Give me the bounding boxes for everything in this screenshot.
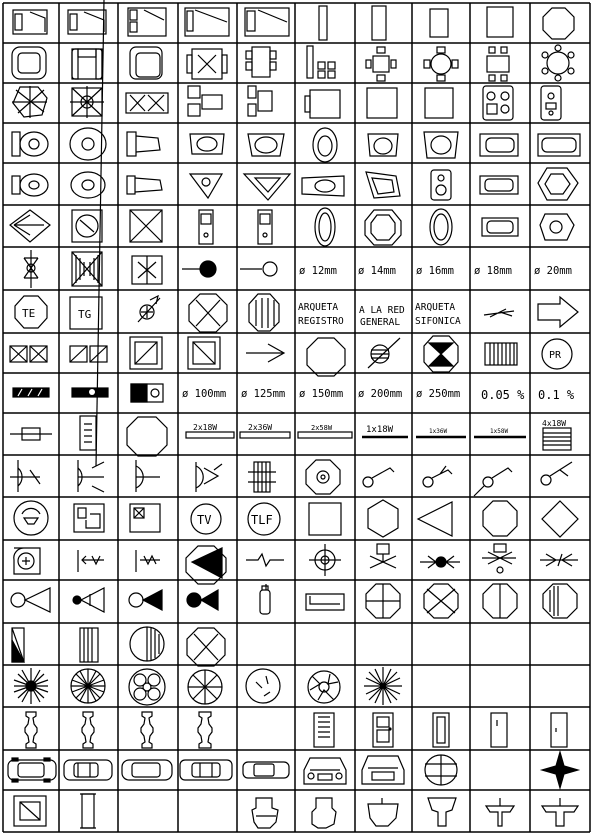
intercom-symbol [74,504,104,532]
loudspeaker-symbol [186,546,226,584]
row-beds [13,6,574,40]
dining-table-symbol [366,47,396,81]
washbasin-symbol [424,132,458,158]
tree-dense-symbol [71,669,105,703]
baluster-symbol [82,712,94,748]
grease-trap-symbol [249,294,279,331]
diameter-100mm: ø 100mm [182,388,227,400]
window-plan-symbol [14,796,46,826]
thermostat-symbol [78,550,104,572]
socket-phone-symbol [136,460,160,492]
panel-square-symbol [188,337,220,369]
toilet-symbol [70,128,106,160]
table-square-symbol [487,7,513,37]
stop-valve-symbol [240,262,277,276]
bidet-symbol [12,174,48,196]
check-valve-symbol [132,256,162,284]
toilet-symbol [12,132,48,156]
lamp-1x58w-label: 1x58W [490,428,509,435]
corner-bath-symbol [540,214,574,240]
gate-valve-symbol [72,252,102,286]
car-front-symbol [304,758,346,784]
meter-symbol [131,384,163,402]
dining-table-round-6-symbol [542,45,574,81]
shower-symbol [72,210,102,242]
octagon-cross-symbol [187,628,225,666]
octagon-symbol [307,338,345,376]
diameter-20mm: ø 20mm [534,265,572,277]
valve-symbol [482,544,516,573]
tree-leafy-symbol [308,671,340,703]
washbasin-symbol [248,134,284,156]
triangle-symbol [418,502,452,536]
diameter-200mm: ø 200mm [358,388,403,400]
shower-corner-symbol [10,210,50,242]
car-top-symbol [122,760,172,780]
row-switches [10,0,572,496]
angle-valve-symbol [540,554,578,566]
row-seating [12,45,574,81]
appliance-symbol [367,88,397,118]
lamp-4x18w-label: 4x18W [542,419,567,428]
washbasin-symbol [368,134,398,156]
switch-double-symbol [423,466,452,487]
panel-square-symbol [130,337,162,369]
table-rect-symbol [372,6,386,40]
row-final [14,794,578,828]
valve-vertical-symbol [24,250,38,288]
washbasin-elevation-symbol [428,798,456,826]
red-general-line2: GENERAL [360,317,401,328]
fluorescent-2x36w-symbol [240,432,290,438]
pedestal-basin-symbol [486,798,514,826]
earth-rod-symbol [138,296,160,322]
detector-symbol [483,584,517,618]
panel-double-symbol [10,346,47,362]
row-trees [14,667,402,705]
bidet-symbol [127,176,162,194]
bell-symbol [187,590,218,610]
panel-double-symbol [70,346,107,362]
manhole-octagon-symbol [189,294,227,332]
arqueta-registro-line1: ARQUETA [298,302,339,313]
double-bed-symbol [128,8,166,36]
pr-label: PR [549,350,562,361]
fluorescent-2x58w-symbol [298,432,352,438]
car-top-symbol [243,762,289,778]
table-rect-symbol [319,6,327,40]
bidet-elevation-symbol [368,798,398,826]
tree-symbol [246,669,280,703]
grid-lines [3,3,590,832]
row-showers [10,208,574,246]
shower-tray-symbol [538,168,578,200]
table-octagon-symbol [543,8,574,39]
junction-block-symbol [248,462,276,492]
diameter-150mm: ø 150mm [299,388,344,400]
panel-half-symbol [12,628,24,662]
row-cars [8,752,578,788]
arqueta-registro-line2: REGISTRO [298,316,344,327]
fluorescent-2x18w-symbol [186,432,234,438]
door-plain-symbol [551,713,567,747]
jacuzzi-oval-symbol [430,209,452,245]
planter-symbol [126,93,168,113]
switch-single-symbol [363,468,394,487]
shower-column-symbol [199,210,213,244]
corner-shower-symbol [366,172,400,198]
table-rect-symbol [430,9,448,37]
shrub-symbol [188,670,222,704]
dining-table-6-symbol [487,47,509,81]
cooktop-symbol [541,86,561,120]
lamp-2x18w-label: 2x18W [193,423,218,432]
plant-pot-symbol [12,86,47,118]
lamp-2x36w-label: 2x36W [248,423,273,432]
row-valves [24,250,572,288]
fuse-box-symbol [10,428,52,440]
armchair-symbol [72,49,102,79]
sink-double-symbol [431,170,451,200]
sofa-set-symbol [246,47,276,77]
toilet-elevation-symbol [312,798,336,828]
lamp-2x58w-label: 2x58W [311,424,333,432]
toilet-symbol [127,132,160,156]
armchair-symbol [12,47,46,79]
bathtub-symbol [480,176,518,194]
lamp-1x36w-label: 1x36W [429,428,448,435]
hexagon-symbol [368,500,398,537]
furniture-set-symbol [188,86,222,116]
bidet-symbol [71,172,105,198]
door-simple-symbol [491,713,507,747]
tv-label: TV [197,513,212,527]
bathtub-symbol [480,134,518,156]
star-plant-symbol [364,667,402,705]
three-way-valve-symbol [370,544,396,568]
row-lamps [10,416,571,456]
furniture-set-symbol [248,86,272,116]
row-columns-doors [25,712,567,748]
corner-basin-symbol [244,174,290,200]
door-panel-symbol [314,713,334,747]
sump-symbol [368,338,400,368]
socket-double-symbol [78,0,104,492]
arrow-open-symbol [246,344,284,362]
palm-tree-symbol [14,668,48,704]
washbasin-symbol [190,134,224,154]
grille-symbol [485,343,517,365]
square-symbol [309,503,341,535]
hourglass-valve-symbol [424,336,458,372]
car-top-oval-symbol [425,755,457,785]
car-top-symbol [180,760,232,780]
compass-rose-symbol [542,752,578,788]
baluster-symbol [198,712,212,748]
double-bed-symbol [185,8,229,36]
detector-hatched-symbol [543,584,577,618]
pool-oval-symbol [315,208,335,246]
octagon-symbol [483,501,517,536]
switch-crossed-symbol [541,462,572,485]
arqueta-sifonica-line1: ARQUETA [415,302,456,313]
sink-symbol [302,176,344,196]
toilet-elevation-symbol [252,798,278,828]
single-bed-symbol [68,10,106,34]
pipe-insulation-symbol [72,388,108,397]
motorized-valve-symbol [420,556,460,568]
socket-symbol [10,460,40,492]
baluster-symbol [141,712,153,748]
bell-symbol [129,590,162,610]
diameter-125mm: ø 125mm [241,388,286,400]
lamp-1x18w-label: 1x18W [366,425,394,435]
corner-basin-symbol [190,174,222,198]
row-kitchen [12,86,561,120]
thermostat-symbol [136,550,160,572]
pedestal-basin-symbol [542,798,578,826]
extinguisher-symbol [260,584,270,614]
row-outlets [14,500,578,537]
data-outlet-symbol [130,504,160,532]
circle-hatched-symbol [130,627,164,661]
car-top-symbol [8,758,56,782]
tlf-label: TLF [251,513,273,527]
diameter-18mm: ø 18mm [474,265,512,277]
car-rear-symbol [362,756,404,784]
car-top-symbol [64,760,112,780]
red-general-line1: A LA RED [359,305,405,316]
relief-valve-symbol [246,554,284,566]
row-fans [14,544,578,584]
shower-tray-square-symbol [130,210,162,242]
hose-reel-symbol [306,594,344,610]
tg-label: TG [78,308,92,321]
te-label: TE [22,307,36,320]
washbasin-symbol [313,128,337,162]
phone-outlet-symbol [14,501,48,535]
ball-valve-symbol [182,261,216,277]
door-symbol [373,713,393,747]
distribution-board-symbol [80,416,96,450]
detector-symbol [424,584,458,618]
column-symbol [80,794,96,828]
slope-0-05: 0.05 % [481,388,525,402]
switch-commuted-symbol [474,468,512,496]
octagon-double-symbol [127,417,167,456]
armchair-symbol [130,47,162,79]
diamond-symbol [542,501,578,537]
row-sanitary [12,128,580,162]
bathtub-symbol [482,218,518,236]
flow-direction-symbol [484,309,514,317]
tree-canopy-symbol [129,669,165,705]
panel-striped-symbol [80,628,98,662]
appliance-symbol [305,90,340,118]
row-panels [10,336,572,376]
arqueta-sifonica-line2: SIFONICA [415,316,461,327]
cooktop-symbol [483,86,513,120]
double-bed-symbol [245,8,289,36]
sprinkler-symbol [366,584,400,618]
diameter-16mm: ø 16mm [416,265,454,277]
dining-table-round-symbol [424,47,458,81]
arrow-right-icon [538,297,578,327]
appliance-symbol [425,88,453,118]
dining-set-symbol [307,46,335,78]
jacuzzi-symbol [365,210,401,245]
shower-column-symbol [258,210,272,244]
plant-pot-symbol [70,86,104,118]
sofa-table-symbol [187,49,227,79]
siren-symbol [73,588,104,612]
fluorescent-4x18w-symbol [543,428,571,450]
diameter-14mm: ø 14mm [358,265,396,277]
diameter-250mm: ø 250mm [416,388,461,400]
row-alarms [11,584,577,618]
door-glass-symbol [433,713,449,747]
diameter-12mm: ø 12mm [299,265,337,277]
speaker-symbol [306,460,340,494]
horn-symbol [11,588,50,612]
baluster-symbol [25,712,37,748]
slope-0-1: 0.1 % [538,388,575,402]
pump-symbol [309,544,341,576]
single-bed-symbol [13,10,47,34]
bathtub-symbol [538,134,580,156]
fan-coil-symbol [14,548,40,574]
switch-board-symbol [196,462,222,492]
pipe-insulation-symbol [13,388,49,397]
